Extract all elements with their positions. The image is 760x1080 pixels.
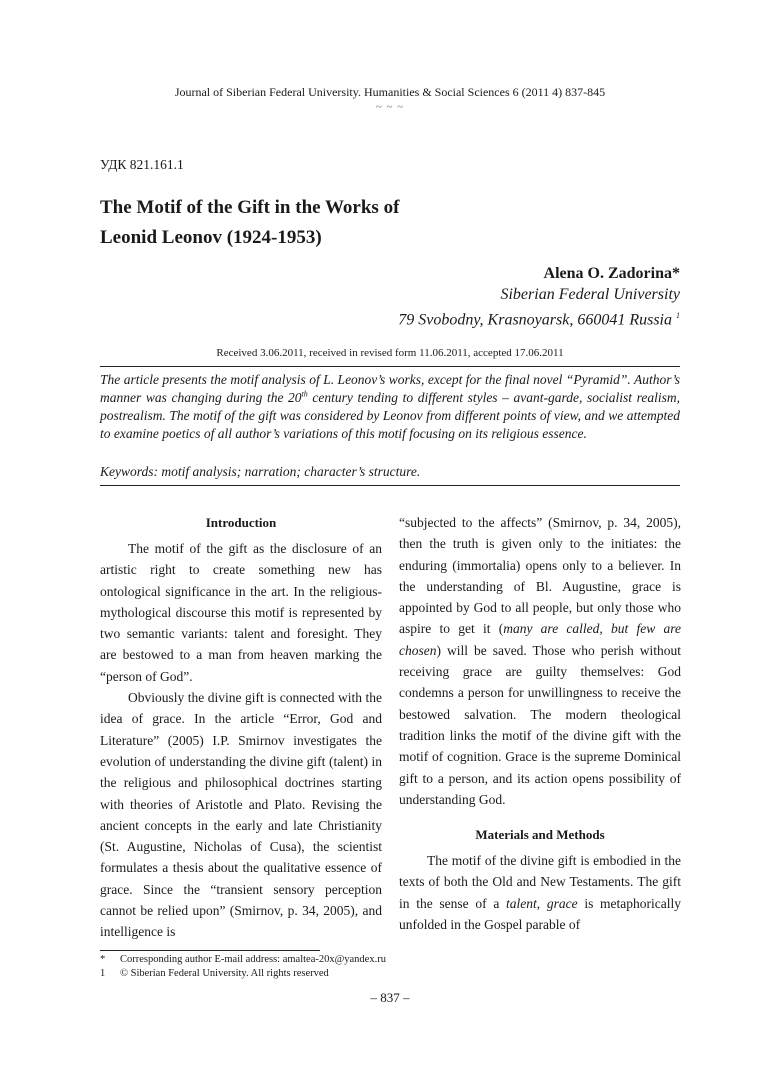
author-address: 79 Svobodny, Krasnoyarsk, 660041 Russia [398, 311, 672, 329]
materials-methods-heading: Materials and Methods [475, 827, 605, 843]
udk-code: УДК 821.161.1 [100, 157, 184, 172]
abstract-part-1: The article presents the motif analysis of L. Leonov’s works, except for the final novel “Pyramid”. Author’s manner was changing during the 20 [100, 372, 680, 405]
continued-paragraph-part-2: ) will be saved. Those who perish without receiving grace are guilty themselves: God condemns a person for unwillingness to receive the bestowed salvation. The modern theological tradition links the motif of the divine gift with the motif of cognition. Grace is the supreme Dominical gift to a person, and its action opens possibility of understanding God. [399, 642, 681, 807]
keywords: Keywords: motif analysis; narration; character’s structure. [100, 464, 421, 479]
footnote-mark: * [100, 954, 106, 965]
continued-paragraph-quote: many are called, but few are chosen [399, 621, 681, 658]
methods-paragraph-emphasis: talent, grace [506, 895, 578, 911]
author-address-line [398, 305, 680, 330]
introduction-heading: Introduction [205, 515, 277, 530]
author-affiliation: Siberian Federal University [500, 286, 680, 303]
methods-paragraph-part-2: is metaphorically unfolded in the Gospel parable of [399, 895, 681, 933]
abstract [100, 371, 680, 443]
footnote-text: © Siberian Federal University. All rights reserved [120, 968, 329, 979]
author-name: Alena O. Zadorina* [543, 265, 680, 282]
left-column [100, 512, 382, 943]
author-block [398, 263, 680, 330]
header-ornament: ~ ~ ~ [375, 101, 405, 113]
page-number: – 837 – [370, 990, 410, 1005]
abstract-part-2: century tending to different styles – avant-garde, socialist realism, postrealism. The motif of the gift was considered by Leonov from different points of view, and we attempted to examine poetics of all author’s variations of this motif focusing on its religious essence. [100, 390, 680, 441]
footnote-item [100, 967, 500, 981]
introduction-paragraph-2: Obviously the divine gift is connected with the idea of grace. In the article “Error, God and Literature” (2005) I.P. Smirnov investigates the evolution of understanding the divine gift (talent) in the religious and philosophical doctrines starting with theories of Aristotle and Plato. Revising the ancient concepts in the early and late Christianity (St. Augustine, Nicholas of Cusa), the scientist formulates a thesis about the qualitative essence of grace. Since the “transient sensory perception cannot be relied upon” (Smirnov, p. 34, 2005), and intelligence is [100, 690, 382, 940]
address-footnote-mark: 1 [676, 311, 680, 320]
methods-paragraph-part-1: The motif of the divine gift is embodied in the texts of both the Old and New Testaments. The gift in the sense of a [399, 853, 681, 911]
abstract-top-rule [100, 366, 680, 367]
footnote-mark: 1 [100, 968, 106, 979]
footnotes [100, 953, 500, 981]
received-dates: Received 3.06.2011, received in revised form 11.06.2011, accepted 17.06.2011 [216, 347, 564, 359]
footnote-rule [100, 950, 320, 951]
footnote-text: Corresponding author E-mail address: amaltea-20x@yandex.ru [120, 954, 386, 965]
journal-header: Journal of Siberian Federal University. Humanities & Social Sciences 6 (2011 4) 837-845 [174, 85, 606, 99]
footnote-item [100, 953, 500, 967]
right-column [399, 512, 681, 935]
continued-paragraph-part-1: “subjected to the affects” (Smirnov, p. 34, 2005), then the truth is given only to the initiates: the enduring (immortalia) opens only to a believer. In the understanding of Bl. Augustine, grace is appointed by God to all people, but only those who aspire to get it ( [399, 515, 681, 637]
introduction-paragraph-1: The motif of the gift as the disclosure of an artistic right to create something new has ontological significance in the art. In the religious-mythological discourse this motif is represented by two semantic variants: talent and foresight. They are bestowed to a man from heaven marking the “person of God”. [100, 541, 382, 684]
abstract-bottom-rule [100, 485, 680, 486]
article-title: The Motif of the Gift in the Works of Leonid Leonov (1924-1953) [100, 197, 400, 248]
methods-paragraph-1 [399, 850, 681, 935]
continued-paragraph [399, 512, 681, 810]
abstract-superscript: th [301, 389, 308, 399]
